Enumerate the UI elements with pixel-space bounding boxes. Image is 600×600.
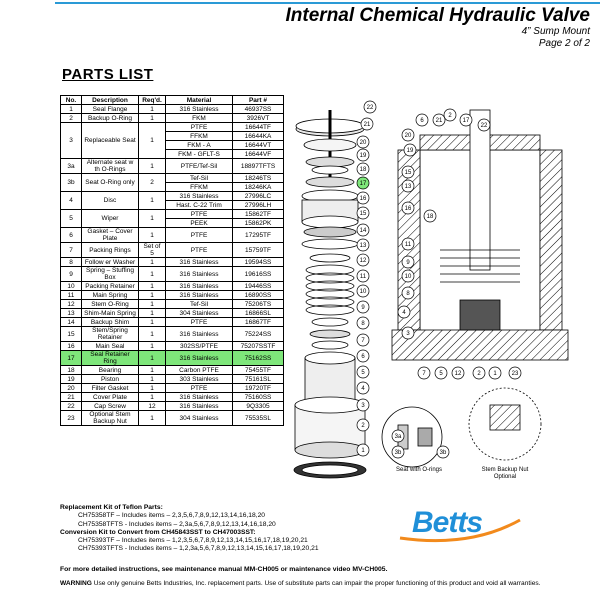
- cell-description: Filter Gasket: [82, 384, 139, 393]
- callout-label: 11: [404, 242, 412, 248]
- cell-no: 3a: [61, 159, 82, 174]
- cell-part-number: 46937SS: [233, 105, 284, 114]
- callout-exploded: [357, 366, 369, 378]
- cell-reqd: 1: [139, 114, 166, 123]
- callout-exploded: [357, 419, 369, 431]
- callout-section_left: [402, 270, 414, 282]
- cell-part-number: 75455TF: [233, 366, 284, 375]
- cell-description: Seal Retainer Ring: [82, 351, 139, 366]
- conversion-kit-item: CH75393TF – Includes items – 1,2,3,5,6,7,8,9,12,13,14,15,16,17,18,19,20,21: [78, 537, 308, 545]
- replacement-kit-heading: Replacement Kit of Teflon Parts:: [60, 504, 163, 511]
- cell-description: Main Spring: [82, 291, 139, 300]
- cell-reqd: 1: [139, 327, 166, 342]
- callout-label: 15: [404, 170, 412, 176]
- cell-no: 15: [61, 327, 82, 342]
- callout-label: 2: [448, 113, 452, 119]
- cell-reqd: 1: [139, 282, 166, 291]
- cell-part-number: 19594SS: [233, 258, 284, 267]
- callout-exploded: [357, 317, 369, 329]
- cell-part-number: 16866SL: [233, 309, 284, 318]
- callout-section_top: [433, 114, 445, 126]
- cell-reqd: 1: [139, 366, 166, 375]
- cell-part-number: 3926VT: [233, 114, 284, 123]
- callout-label: 17: [462, 118, 470, 124]
- callout-exploded: [361, 118, 373, 130]
- part-main-spring: [306, 265, 354, 315]
- callout-label: 20: [359, 140, 367, 146]
- callout-section_bottom: [435, 367, 447, 379]
- callout-section_left: [402, 327, 414, 339]
- callout-section_left: [404, 144, 416, 156]
- cell-material: 316 Stainless: [166, 402, 233, 411]
- cell-part-number: 75161SL: [233, 375, 284, 384]
- col-reqd: Req'd.: [139, 96, 166, 105]
- cell-reqd: 1: [139, 105, 166, 114]
- cell-part-number: 18897TFTS: [233, 159, 284, 174]
- callout-label: 5: [361, 370, 365, 376]
- cell-reqd: 1: [139, 384, 166, 393]
- callout-detail: [392, 430, 404, 442]
- callout-exploded: [357, 207, 369, 219]
- cell-material: 316 Stainless: [166, 351, 233, 366]
- cell-no: 10: [61, 282, 82, 291]
- callout-section_left: [398, 306, 410, 318]
- cell-material: 316 Stainless: [166, 327, 233, 342]
- cell-no: 1: [61, 105, 82, 114]
- callout-label: 18: [426, 214, 434, 220]
- cell-description: Seal Flange: [82, 105, 139, 114]
- callout-exploded: [357, 254, 369, 266]
- callout-label: 8: [361, 321, 365, 327]
- cell-description: Bearing: [82, 366, 139, 375]
- cell-description: Disc: [82, 192, 139, 210]
- exploded-view: [294, 110, 366, 478]
- cell-material: 316 Stainless: [166, 267, 233, 282]
- cell-description: Main Seal: [82, 342, 139, 351]
- cell-part-number: 75535SL: [233, 411, 284, 426]
- callout-exploded: [357, 301, 369, 313]
- cell-description: Optional Stem Backup Nut: [82, 411, 139, 426]
- cell-material: 302SS/PTFE: [166, 342, 233, 351]
- callout-label: 17: [359, 181, 367, 187]
- callout-exploded: [364, 101, 376, 113]
- callout-section_bottom: [418, 367, 430, 379]
- callout-label: 10: [404, 274, 412, 280]
- cell-description: Packing Rings: [82, 243, 139, 258]
- cell-part-number: 17295TF: [233, 228, 284, 243]
- cell-material: 303 Stainless: [166, 375, 233, 384]
- callout-label: 5: [439, 371, 443, 377]
- callout-label: 3a: [394, 434, 402, 440]
- cell-reqd: 1: [139, 342, 166, 351]
- callout-label: 9: [361, 305, 365, 311]
- cell-description: Wiper: [82, 210, 139, 228]
- maintenance-note: For more detailed instructions, see maintenance manual MM-CH005 or maintenance video MV-CH005.: [60, 566, 388, 573]
- cell-material: 304 Stainless: [166, 411, 233, 426]
- caption-seat-orings: Seat with O-rings: [396, 467, 443, 473]
- callout-label: 3: [406, 331, 410, 337]
- cell-part-number: 18246TS: [233, 174, 284, 183]
- callout-label: 7: [422, 371, 426, 377]
- cell-description: Spring – Stuffing Box: [82, 267, 139, 282]
- callout-label: 6: [361, 354, 365, 360]
- caption-stem-backup: Stem Backup Nut Optional: [481, 467, 529, 480]
- callout-label: 16: [404, 206, 412, 212]
- cell-material: PTFE: [166, 318, 233, 327]
- callout-label: 13: [359, 243, 367, 249]
- callout-label: 1: [493, 371, 497, 377]
- cell-part-number: 15862TF: [233, 210, 284, 219]
- cell-part-number: 15862PK: [233, 219, 284, 228]
- cell-description: Gasket – Cover Plate: [82, 228, 139, 243]
- callout-label: 19: [406, 148, 414, 154]
- cell-no: 23: [61, 411, 82, 426]
- callout-label: 10: [359, 289, 367, 295]
- cell-material: PTFE: [166, 228, 233, 243]
- callout-exploded: [357, 444, 369, 456]
- cell-material: Carbon PTFE: [166, 366, 233, 375]
- callout-label: 14: [359, 228, 367, 234]
- cell-no: 3b: [61, 174, 82, 192]
- callout-section_top: [478, 119, 490, 131]
- cell-reqd: 1: [139, 228, 166, 243]
- callout-detail: [509, 367, 521, 379]
- cell-reqd: 1: [139, 258, 166, 267]
- section-view: [392, 110, 568, 360]
- callout-label: 23: [511, 371, 519, 377]
- callout-label: 13: [404, 184, 412, 190]
- part-retainer-ring: [306, 177, 354, 187]
- parts-list-heading: PARTS LIST: [62, 66, 154, 83]
- callout-label: 12: [454, 371, 462, 377]
- cell-no: 7: [61, 243, 82, 258]
- cell-description: Stem O-Ring: [82, 300, 139, 309]
- cell-reqd: 2: [139, 174, 166, 192]
- callout-label: 6: [420, 118, 424, 124]
- cell-material: 316 Stainless: [166, 105, 233, 114]
- cell-material: FKM - A: [166, 141, 233, 150]
- cell-no: 3: [61, 123, 82, 159]
- cell-part-number: 16644VF: [233, 150, 284, 159]
- part-piston: [306, 157, 354, 167]
- callout-label: 3b: [439, 450, 447, 456]
- cell-no: 11: [61, 291, 82, 300]
- cell-reqd: 1: [139, 351, 166, 366]
- callout-exploded: [357, 350, 369, 362]
- callout-exploded: [357, 136, 369, 148]
- cell-no: 21: [61, 393, 82, 402]
- cell-reqd: 12: [139, 402, 166, 411]
- cell-material: FKM - GFLT-S: [166, 150, 233, 159]
- col-description: Description: [82, 96, 139, 105]
- cell-description: Backup O-Ring: [82, 114, 139, 123]
- callout-section_left: [402, 129, 414, 141]
- conversion-kit-heading: Conversion Kit to Convert from CH45843SST to CH47003SST:: [60, 528, 256, 536]
- cell-no: 18: [61, 366, 82, 375]
- cell-no: 6: [61, 228, 82, 243]
- callout-section_left: [402, 287, 414, 299]
- callout-label: 9: [406, 260, 410, 266]
- cell-part-number: 19720TF: [233, 384, 284, 393]
- callout-section_left: [402, 202, 414, 214]
- cell-no: 14: [61, 318, 82, 327]
- page-number: Page 2 of 2: [538, 38, 590, 49]
- cell-part-number: 9Q3305: [233, 402, 284, 411]
- cell-part-number: 15759TF: [233, 243, 284, 258]
- cell-description: Shim-Main Spring: [82, 309, 139, 318]
- cell-no: 4: [61, 192, 82, 210]
- callout-exploded: [357, 192, 369, 204]
- cell-no: 12: [61, 300, 82, 309]
- cell-reqd: 1: [139, 210, 166, 228]
- cell-material: FKM: [166, 114, 233, 123]
- callout-section_left: [402, 166, 414, 178]
- callout-label: 4: [361, 386, 365, 392]
- callout-section_bottom: [452, 367, 464, 379]
- cell-no: 17: [61, 351, 82, 366]
- callout-section_left: [402, 180, 414, 192]
- cell-description: Alternate seat w th O-Rings: [82, 159, 139, 174]
- cell-reqd: 1: [139, 192, 166, 210]
- cell-no: 16: [61, 342, 82, 351]
- cell-no: 13: [61, 309, 82, 318]
- cell-material: Tef-Sil: [166, 174, 233, 183]
- callout-label: 2: [361, 423, 365, 429]
- cell-reqd: Set of 5: [139, 243, 166, 258]
- cell-reqd: 1: [139, 375, 166, 384]
- cell-no: 2: [61, 114, 82, 123]
- cell-part-number: 27996LC: [233, 192, 284, 201]
- callout-label: 15: [359, 211, 367, 217]
- callout-label: 19: [359, 153, 367, 159]
- cell-material: 316 Stainless: [166, 282, 233, 291]
- cell-description: Piston: [82, 375, 139, 384]
- cell-no: 8: [61, 258, 82, 267]
- cell-material: 316 Stainless: [166, 393, 233, 402]
- callout-exploded: [357, 163, 369, 175]
- col-material: Material: [166, 96, 233, 105]
- cell-reqd: 1: [139, 393, 166, 402]
- cell-description: Backup Shim: [82, 318, 139, 327]
- callout-exploded: [357, 177, 369, 189]
- callout-label: 21: [435, 118, 443, 124]
- callout-exploded: [357, 270, 369, 282]
- cell-material: 316 Stainless: [166, 258, 233, 267]
- cell-description: Stem/Spring Retainer: [82, 327, 139, 342]
- callout-label: 3b: [394, 450, 402, 456]
- page-title: Internal Chemical Hydraulic Valve: [285, 5, 590, 26]
- cell-material: PTFE: [166, 243, 233, 258]
- callout-section_top: [424, 210, 436, 222]
- callout-section_left: [402, 256, 414, 268]
- cell-no: 22: [61, 402, 82, 411]
- cell-material: PTFE: [166, 123, 233, 132]
- cell-material: PTFE: [166, 210, 233, 219]
- betts-logo: Betts: [412, 506, 483, 539]
- cell-part-number: 16644VT: [233, 141, 284, 150]
- conversion-kit-item: CH75393TFTS - Includes items – 1,2,3a,5,6,7,8,9,12,13,14,15,16,17,18,19,20,21: [78, 545, 319, 553]
- cell-material: FFKM: [166, 183, 233, 192]
- cell-part-number: 75160SS: [233, 393, 284, 402]
- cell-material: 316 Stainless: [166, 291, 233, 300]
- callout-exploded: [357, 224, 369, 236]
- cell-reqd: 1: [139, 267, 166, 282]
- callout-label: 18: [359, 167, 367, 173]
- cell-reqd: 1: [139, 291, 166, 300]
- cell-no: 20: [61, 384, 82, 393]
- col-part-number: Part #: [233, 96, 284, 105]
- cell-reqd: 1: [139, 159, 166, 174]
- cell-part-number: 75224SS: [233, 327, 284, 342]
- cell-description: Seat O-Ring only: [82, 174, 139, 192]
- cell-part-number: 27996LH: [233, 201, 284, 210]
- logo-swoosh: [400, 520, 520, 541]
- cell-material: FFKM: [166, 132, 233, 141]
- part-gasket: [304, 139, 356, 151]
- callout-exploded: [357, 239, 369, 251]
- cell-part-number: 19616SS: [233, 267, 284, 282]
- replacement-kit-item: CH75358TFTS - Includes items – 2,3a,5,6,7,8,9,12,13,14,16,18,20: [78, 520, 276, 528]
- callout-section_top: [460, 114, 472, 126]
- cell-material: PEEK: [166, 219, 233, 228]
- cell-reqd: 1: [139, 318, 166, 327]
- callout-detail: [437, 446, 449, 458]
- callout-exploded: [357, 399, 369, 411]
- callout-section_top: [416, 114, 428, 126]
- replacement-kit-item: CH75358TF – Includes items – 2,3,5,6,7,8,9,12,13,14,16,18,20: [78, 512, 266, 520]
- callout-section_bottom: [473, 367, 485, 379]
- callout-label: 20: [404, 133, 412, 139]
- cell-reqd: 1: [139, 123, 166, 159]
- cell-no: 9: [61, 267, 82, 282]
- col-no: No.: [61, 96, 82, 105]
- cell-material: PTFE/Tef-Sil: [166, 159, 233, 174]
- callout-label: 21: [363, 122, 371, 128]
- cell-material: PTFE: [166, 384, 233, 393]
- callout-label: 7: [361, 338, 365, 344]
- callout-label: 2: [477, 371, 481, 377]
- callout-section_top: [444, 109, 456, 121]
- cell-part-number: 75162SS: [233, 351, 284, 366]
- cell-part-number: 16644TF: [233, 123, 284, 132]
- callout-exploded: [357, 149, 369, 161]
- callout-label: 4: [402, 310, 406, 316]
- cell-material: Hast. C-22 Trim: [166, 201, 233, 210]
- callout-label: 22: [480, 123, 488, 129]
- cell-part-number: 75206TS: [233, 300, 284, 309]
- page-subtitle: 4” Sump Mount: [521, 26, 590, 37]
- callout-label: 1: [361, 448, 365, 454]
- detail-views: [382, 388, 541, 467]
- cell-material: Tef-Sil: [166, 300, 233, 309]
- callout-exploded: [357, 334, 369, 346]
- callout-exploded: [357, 285, 369, 297]
- callout-label: 8: [406, 291, 410, 297]
- callout-section_bottom: [489, 367, 501, 379]
- cell-part-number: 19446SS: [233, 282, 284, 291]
- cell-reqd: 1: [139, 411, 166, 426]
- warning-label: WARNING: [60, 580, 92, 587]
- cell-part-number: 16644KA: [233, 132, 284, 141]
- cell-description: Follow er Washer: [82, 258, 139, 267]
- cell-material: 304 Stainless: [166, 309, 233, 318]
- cell-part-number: 16867TF: [233, 318, 284, 327]
- cell-no: 19: [61, 375, 82, 384]
- callout-detail: [392, 446, 404, 458]
- cell-reqd: 1: [139, 300, 166, 309]
- callout-label: 11: [359, 274, 367, 280]
- cell-part-number: 75207SSTF: [233, 342, 284, 351]
- cell-reqd: 1: [139, 309, 166, 318]
- cell-description: Cover Plate: [82, 393, 139, 402]
- cell-material: 316 Stainless: [166, 192, 233, 201]
- callout-section_left: [402, 238, 414, 250]
- cell-description: Cap Screw: [82, 402, 139, 411]
- cell-part-number: 16890SS: [233, 291, 284, 300]
- cell-description: Replaceable Seat: [82, 123, 139, 159]
- callout-label: 22: [366, 105, 374, 111]
- callout-label: 16: [359, 196, 367, 202]
- cell-part-number: 18246KA: [233, 183, 284, 192]
- warning-body: Use only genuine Betts Industries, Inc. replacement parts. Use of substitute parts can impair the proper functioning of this product and void all warranties.: [91, 580, 541, 587]
- cell-description: Packing Retainer: [82, 282, 139, 291]
- callout-label: 12: [359, 258, 367, 264]
- callout-exploded: [357, 382, 369, 394]
- callout-label: 3: [361, 403, 365, 409]
- cell-no: 5: [61, 210, 82, 228]
